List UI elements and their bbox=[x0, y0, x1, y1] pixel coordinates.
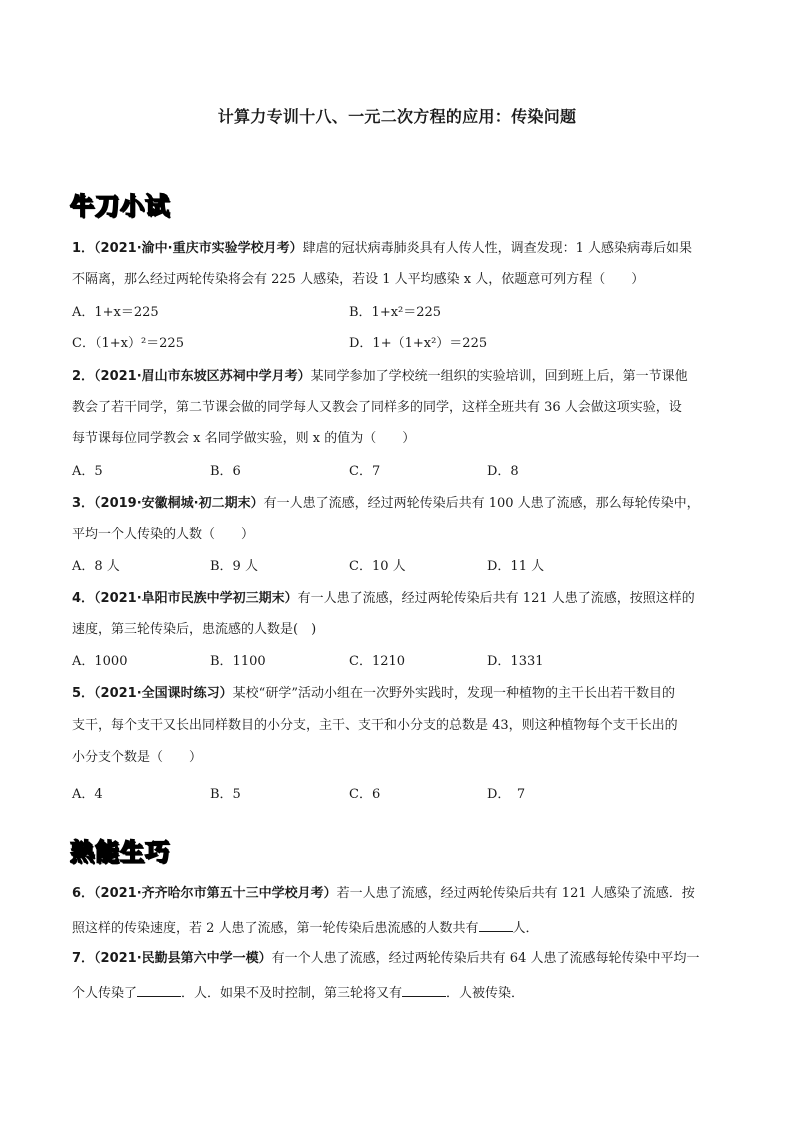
question-number: 3． bbox=[72, 496, 95, 511]
section-heading-practice: 熟能生巧 bbox=[70, 838, 170, 866]
question-4-option-a: A．1000 bbox=[72, 654, 128, 669]
question-source: （2021·阜阳市民族中学初三期末） bbox=[94, 591, 298, 606]
question-3-line-1 bbox=[72, 495, 700, 513]
question-5-line-2: 支干，每个支干又长出同样数目的小分支，主干、支干和小分支的总数是 43，则这种植物每个支干长出的 bbox=[72, 718, 678, 733]
question-text: 人． bbox=[512, 921, 539, 936]
question-2-option-b: B．6 bbox=[210, 464, 241, 479]
page-title: 计算力专训十八、一元二次方程的应用：传染问题 bbox=[217, 107, 577, 126]
question-6-line-1 bbox=[72, 885, 695, 903]
question-3-option-b: B．9 人 bbox=[210, 559, 258, 574]
question-source: （2021·民勤县第六中学一模） bbox=[94, 951, 272, 966]
question-text: 有一个人患了流感，经过两轮传染后共有 64 人患了流感每轮传染中平均一 bbox=[271, 951, 700, 966]
question-5-option-b: B．5 bbox=[210, 787, 241, 802]
question-3-option-a: A．8 人 bbox=[72, 559, 120, 574]
question-source: （2021·全国课时练习） bbox=[94, 686, 233, 701]
answer-blank[interactable] bbox=[479, 917, 513, 932]
question-number: 1． bbox=[72, 241, 95, 256]
question-source: （2021·渝中·重庆市实验学校月考） bbox=[94, 241, 303, 256]
question-3-line-2: 平均一个人传染的人数（ ） bbox=[72, 527, 255, 542]
question-2-line-1 bbox=[72, 368, 688, 386]
question-text: 若一人患了流感，经过两轮传染后共有 121 人感染了流感．按 bbox=[336, 886, 695, 901]
question-text: 某校“研学”活动小组在一次野外实践时，发现一种植物的主干长出若干数目的 bbox=[232, 686, 675, 701]
question-text: 个人传染了 bbox=[72, 986, 138, 1001]
answer-blank[interactable] bbox=[137, 982, 181, 997]
question-text: ．人被传染． bbox=[446, 986, 525, 1001]
question-2-option-a: A．5 bbox=[72, 464, 103, 479]
question-2-line-3: 每节课每位同学教会 x 名同学做实验，则 x 的值为（ ） bbox=[72, 431, 416, 446]
question-1-option-c: C．（1+x）²＝225 bbox=[72, 336, 184, 351]
question-text: 有一人患了流感，经过两轮传染后共有 100 人患了流感，那么每轮传染中， bbox=[263, 496, 700, 511]
question-3-option-c: C．10 人 bbox=[349, 559, 406, 574]
question-1-line-1 bbox=[72, 240, 692, 258]
question-number: 7． bbox=[72, 951, 95, 966]
question-1-option-b: B．1+x²＝225 bbox=[349, 305, 442, 320]
section-heading-warmup: 牛刀小试 bbox=[70, 192, 170, 220]
question-text: 某同学参加了学校统一组织的实验培训，回到班上后，第一节课他 bbox=[310, 369, 688, 384]
question-2-option-c: C．7 bbox=[349, 464, 381, 479]
question-text: 肆虐的冠状病毒肺炎具有人传人性，调查发现：1 人感染病毒后如果 bbox=[302, 241, 693, 256]
question-5-option-a: A．4 bbox=[72, 787, 103, 802]
question-2-line-2: 教会了若干同学，第二节课会做的同学每人又教会了同样多的同学，这样全班共有 36 人会做这项实验，设 bbox=[72, 400, 682, 415]
question-1-option-a: A．1+x＝225 bbox=[72, 305, 159, 320]
question-4-line-1 bbox=[72, 590, 695, 608]
question-source: （2019·安徽桐城·初二期末） bbox=[94, 496, 264, 511]
question-5-option-c: C．6 bbox=[349, 787, 381, 802]
question-5-line-1 bbox=[72, 685, 675, 703]
question-4-option-b: B．1100 bbox=[210, 654, 266, 669]
question-1-line-2: 不隔离，那么经过两轮传染将会有 225 人感染，若设 1 人平均感染 x 人，依题意可列方程（ ） bbox=[72, 272, 645, 287]
question-4-option-d: D．1331 bbox=[487, 654, 544, 669]
question-source: （2021·齐齐哈尔市第五十三中学校月考） bbox=[94, 886, 337, 901]
question-7-line-1 bbox=[72, 950, 699, 968]
question-text: ．人．如果不及时控制，第三轮将又有 bbox=[181, 986, 403, 1001]
question-4-line-2: 速度，第三轮传染后，患流感的人数是( ) bbox=[72, 622, 317, 637]
question-number: 6． bbox=[72, 886, 95, 901]
question-number: 2． bbox=[72, 369, 95, 384]
answer-blank[interactable] bbox=[402, 982, 446, 997]
question-4-option-c: C．1210 bbox=[349, 654, 406, 669]
question-1-option-d: D．1+（1+x²）＝225 bbox=[349, 336, 488, 351]
question-source: （2021·眉山市东坡区苏祠中学月考） bbox=[94, 369, 311, 384]
question-text: 照这样的传染速度，若 2 人患了流感，第一轮传染后患流感的人数共有 bbox=[72, 921, 479, 936]
question-6-line-2 bbox=[72, 917, 539, 938]
question-5-option-d: D． 7 bbox=[487, 787, 526, 802]
question-number: 4． bbox=[72, 591, 95, 606]
question-number: 5． bbox=[72, 686, 95, 701]
question-3-option-d: D．11 人 bbox=[487, 559, 545, 574]
question-7-line-2 bbox=[72, 982, 524, 1003]
question-5-line-3: 小分支个数是（ ） bbox=[72, 750, 203, 765]
question-2-option-d: D．8 bbox=[487, 464, 519, 479]
question-text: 有一人患了流感，经过两轮传染后共有 121 人患了流感，按照这样的 bbox=[297, 591, 695, 606]
